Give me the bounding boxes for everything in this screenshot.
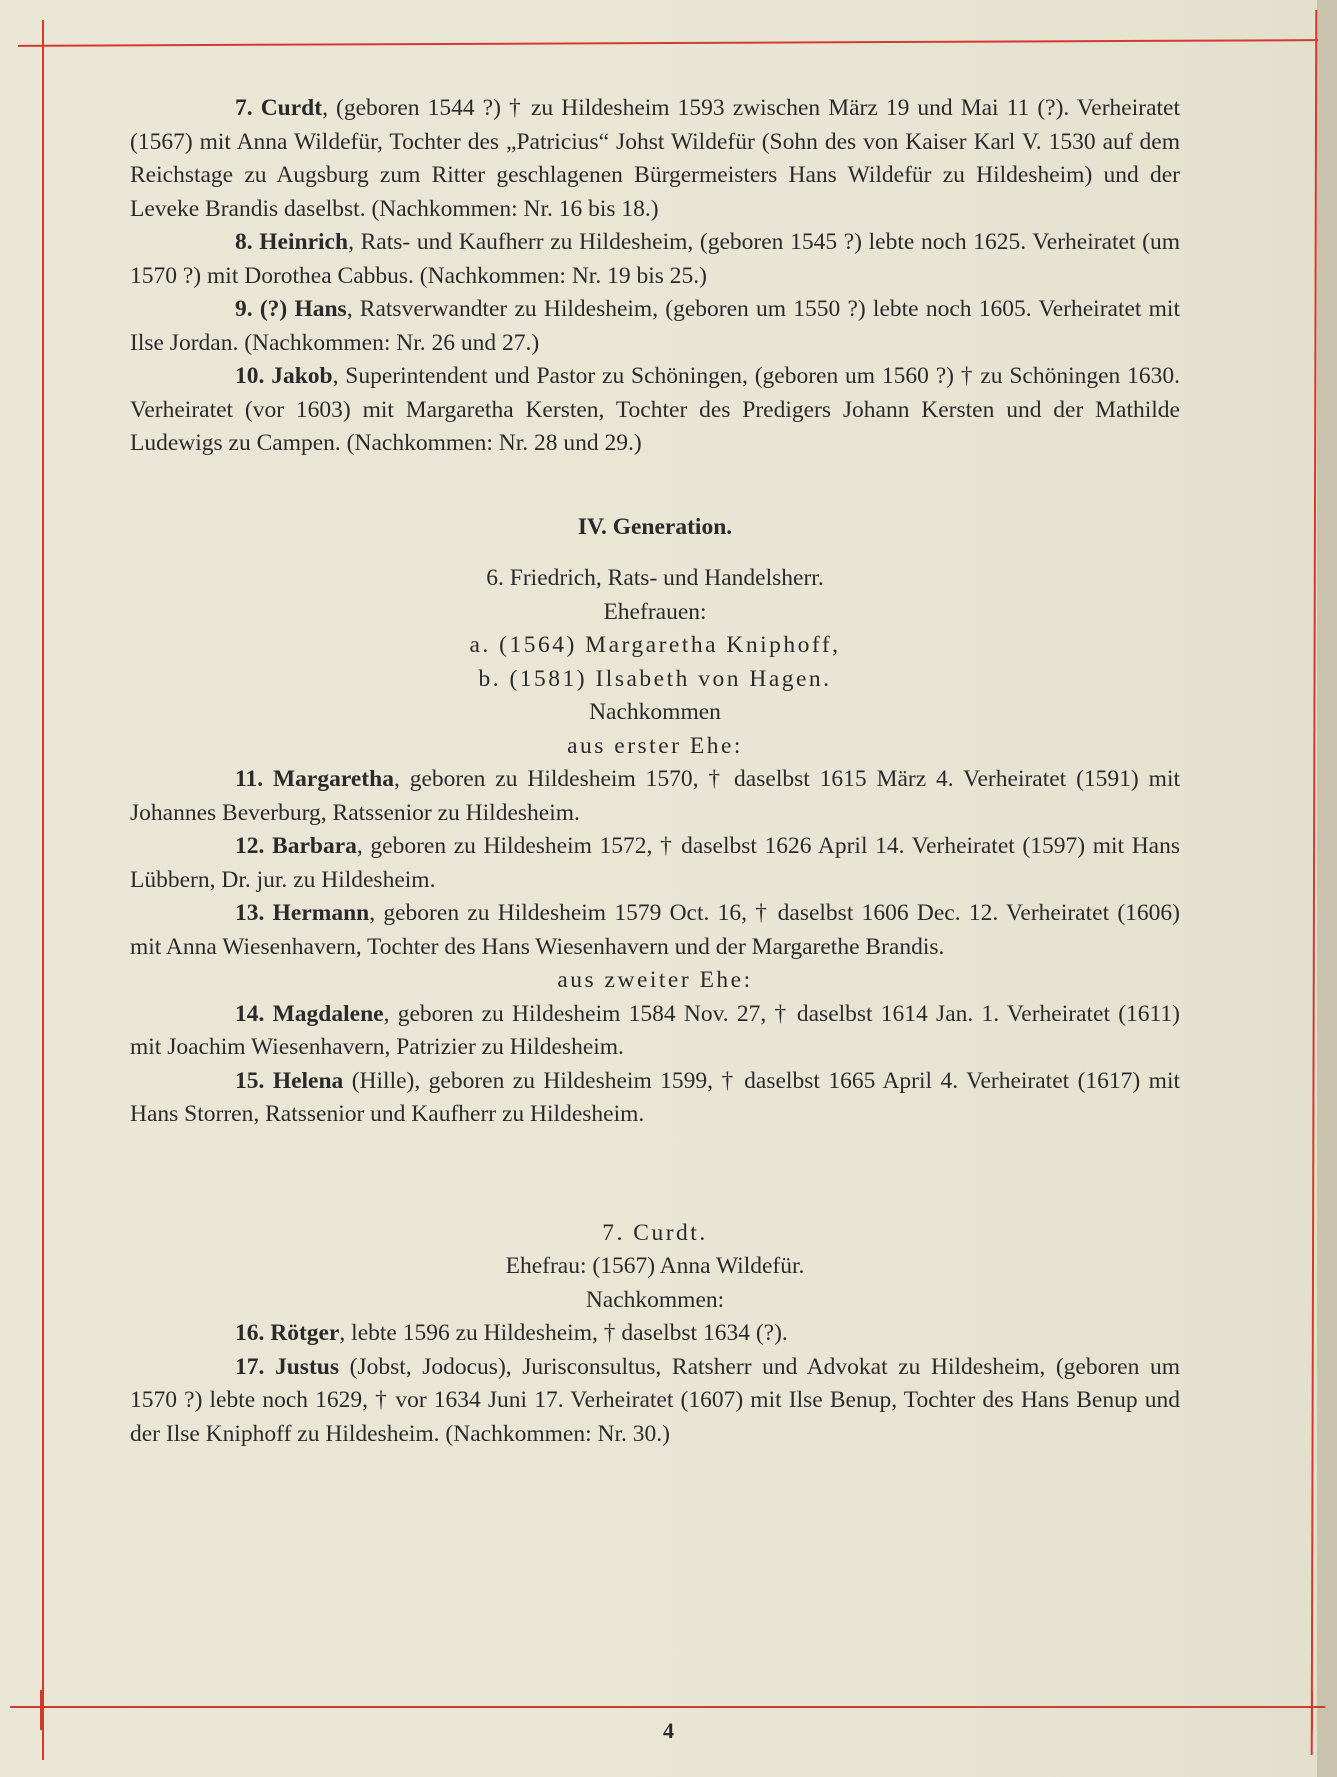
second-marriage-label: aus zweiter Ehe:: [557, 967, 753, 993]
entry-number: 14.: [235, 1000, 265, 1027]
entry-name: Margaretha: [273, 766, 394, 792]
entry-name: Magdalene: [272, 1000, 384, 1027]
entry-13: [130, 897, 1180, 964]
entry-name: Curdt: [260, 95, 323, 121]
entry-name: Barbara: [272, 833, 357, 859]
entry-name: Hermann: [272, 900, 370, 926]
entry-text: (Jobst, Jodocus), Jurisconsultus, Ratsherr und Advokat zu Hildesheim, (geboren um 1570 ?) lebte noch 1629, † vor 1634 Juni 17. Verheiratet (1607) mit Ilse Benup, Tochter des Hans Benup und der Ilse Kniphoff zu Hildesheim. (Nachkommen: Nr. 30.): [130, 1353, 1180, 1447]
page-text: [130, 92, 1180, 1451]
entry-text: , lebte 1596 zu Hildesheim, † daselbst 1634 (?).: [339, 1320, 788, 1346]
entry-number: 15.: [235, 1067, 265, 1094]
entry-text: , geboren zu Hildesheim 1570, † daselbst 1615 März 4. Verheiratet (1591) mit Johannes Beverburg, Ratssenior zu Hildesheim.: [130, 766, 1180, 826]
descendants-label: Nachkommen: [589, 699, 721, 725]
frame-line-top: [18, 39, 1318, 47]
entry-number: 10.: [235, 363, 265, 389]
entry-text: , geboren zu Hildesheim 1584 Nov. 27, † daselbst 1614 Jan. 1. Verheiratet (1611) mit Joachim Wiesenhavern, Patrizier zu Hildesheim.: [130, 1000, 1181, 1060]
frame-line-bottom: [10, 1706, 1325, 1708]
entry-number: 11.: [235, 766, 264, 792]
entry-10: [130, 360, 1180, 461]
entry-7: [130, 92, 1180, 226]
entry-11: [130, 763, 1180, 830]
entry-text: , (geboren 1544 ?) † zu Hildesheim 1593 zwischen März 19 und Mai 11 (?). Verheiratet (1567) mit Anna Wildefür, Tochter des „Patricius“ Johst Wildefür (Sohn des von Kaiser Karl V. 1530 auf dem Reichstage zu Augsburg zum Ritter geschlagenen Bürgermeisters Hans Wildefür zu Hildesheim) und der Leveke Brandis daselbst. (Nachkommen: Nr. 16 bis 18.): [130, 95, 1181, 222]
entry-text: , Rats- und Kaufherr zu Hildesheim, (geboren 1545 ?) lebte noch 1625. Verheiratet (um 1570 ?) mit Dorothea Cabbus. (Nachkommen: Nr. 19 bis 25.): [130, 229, 1181, 289]
entry-number: 9.: [235, 296, 253, 322]
page-edge: [1317, 0, 1337, 1777]
entry-number: 7.: [235, 95, 253, 121]
page-number: 4: [663, 1718, 674, 1743]
entry-17: [130, 1351, 1180, 1452]
entry-16: [130, 1317, 1180, 1351]
wife-a: a. (1564) Margaretha Kniphoff,: [469, 632, 841, 658]
spacer: [130, 1132, 1180, 1217]
entry-number: 8.: [235, 229, 253, 255]
curdt-wife: Ehefrau: (1567) Anna Wildefür.: [505, 1253, 805, 1279]
entry-text: , Superintendent und Pastor zu Schöningen, (geboren um 1560 ?) † zu Schöningen 1630. Verheiratet (vor 1603) mit Margaretha Kersten, Tochter des Predigers Johann Kersten und der Mathilde Ludewigs zu Campen. (Nachkommen: Nr. 28 und 29.): [130, 363, 1180, 456]
first-marriage-label: aus erster Ehe:: [567, 732, 743, 759]
entry-name: Justus: [274, 1353, 339, 1380]
entry-number: 13.: [235, 900, 265, 926]
entry-number: 17.: [235, 1353, 265, 1380]
curdt-descendants-label: Nachkommen:: [585, 1286, 725, 1313]
entry-name: Helena: [272, 1067, 344, 1094]
entry-14: [130, 998, 1180, 1065]
entry-name: (?) Hans: [259, 296, 347, 322]
entry-8: [130, 226, 1180, 293]
entry-text: , geboren zu Hildesheim 1579 Oct. 16, † daselbst 1606 Dec. 12. Verheiratet (1606) mit Anna Wiesenhavern, Tochter des Hans Wiesenhavern und der Margarethe Brandis.: [130, 900, 1180, 960]
friedrich-title: 6. Friedrich, Rats- und Handelsherr.: [486, 565, 824, 591]
entry-name: Jakob: [271, 363, 333, 389]
generation-heading: IV. Generation.: [577, 513, 733, 540]
entry-15: [130, 1065, 1180, 1132]
entry-9: [130, 293, 1180, 360]
frame-line-left: [42, 20, 44, 1760]
curdt-title: 7. Curdt.: [602, 1219, 708, 1246]
entry-12: [130, 830, 1180, 897]
entry-number: 16.: [235, 1320, 265, 1346]
entry-text: , geboren zu Hildesheim 1572, † daselbst 1626 April 14. Verheiratet (1597) mit Hans Lübbern, Dr. jur. zu Hildesheim.: [130, 833, 1180, 893]
entry-name: Heinrich: [259, 229, 349, 255]
entry-number: 12.: [235, 833, 265, 859]
entry-text: (Hille), geboren zu Hildesheim 1599, † daselbst 1665 April 4. Verheiratet (1617) mit Hans Storren, Ratssenior und Kaufherr zu Hildesheim.: [130, 1067, 1181, 1127]
wife-b: b. (1581) Ilsabeth von Hagen.: [478, 665, 832, 692]
entry-name: Rötger: [270, 1320, 340, 1346]
wives-label: Ehefrauen:: [603, 598, 707, 625]
entry-text: , Ratsverwandter zu Hildesheim, (geboren um 1550 ?) lebte noch 1605. Verheiratet mit Ilse Jordan. (Nachkommen: Nr. 26 und 27.): [130, 296, 1180, 356]
